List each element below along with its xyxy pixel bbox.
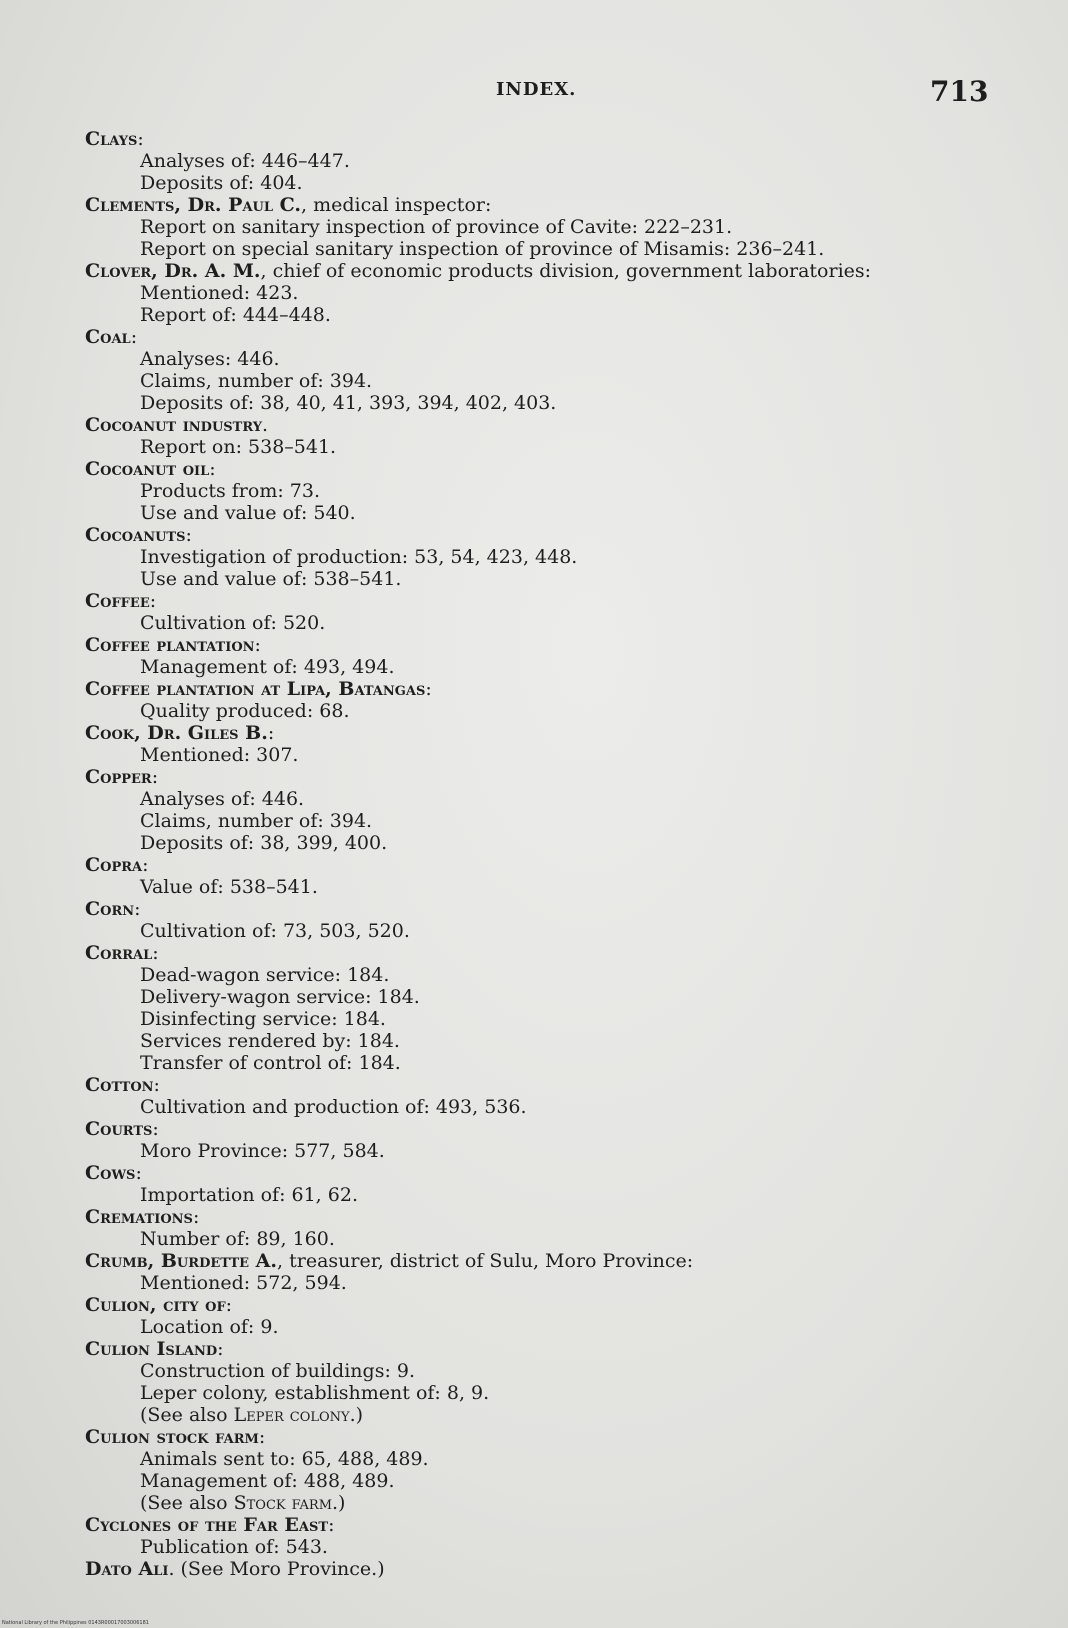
- index-term-description: , treasurer, district of Sulu, Moro Province:: [277, 1250, 694, 1272]
- index-entry-heading: [85, 524, 1005, 546]
- index-entry-heading: [85, 1162, 1005, 1184]
- index-term: Crumb, Burdette A.: [85, 1250, 278, 1272]
- index-entry-heading: [85, 458, 1005, 480]
- index-sub-entry: Analyses: 446.: [140, 348, 280, 370]
- index-term: Cotton: [85, 1074, 154, 1096]
- index-term-description: :: [209, 458, 216, 480]
- index-sub-entry: Products from: 73.: [140, 480, 320, 502]
- index-term-description: :: [217, 1338, 224, 1360]
- index-term: Cremations: [85, 1206, 193, 1228]
- see-also-prefix: (See also: [140, 1492, 234, 1514]
- index-term: Coffee plantation: [85, 634, 255, 656]
- index-entry-heading: [85, 1294, 1005, 1316]
- index-term: Copra: [85, 854, 143, 876]
- index-sub-entry: Transfer of control of: 184.: [140, 1052, 401, 1074]
- index-sub-entry: Deposits of: 38, 399, 400.: [140, 832, 388, 854]
- index-entry-heading: [85, 590, 1005, 612]
- index-sub-entry: Location of: 9.: [140, 1316, 279, 1338]
- index-entry-heading: [85, 678, 1005, 700]
- index-sub-entry: Construction of buildings: 9.: [140, 1360, 416, 1382]
- index-sub-entry: Importation of: 61, 62.: [140, 1184, 358, 1206]
- index-sub-entry: Use and value of: 540.: [140, 502, 356, 524]
- index-sub-entry: Mentioned: 307.: [140, 744, 299, 766]
- index-term-description: :: [152, 942, 159, 964]
- index-term: Cook, Dr. Giles B.: [85, 722, 268, 744]
- index-sub-entry: Delivery-wagon service: 184.: [140, 986, 420, 1008]
- index-sub-entry: Cultivation of: 520.: [140, 612, 326, 634]
- index-sub-entry: Moro Province: 577, 584.: [140, 1140, 385, 1162]
- index-term: Courts: [85, 1118, 153, 1140]
- index-entry-heading: [85, 898, 1005, 920]
- index-sub-entry: Animals sent to: 65, 488, 489.: [140, 1448, 429, 1470]
- index-sub-entry: Report on: 538–541.: [140, 436, 337, 458]
- index-term-description: :: [153, 1074, 160, 1096]
- index-sub-entry: Management of: 493, 494.: [140, 656, 395, 678]
- index-term-description: :: [225, 1294, 233, 1316]
- index-term: Culion stock farm: [85, 1426, 259, 1448]
- index-entry-heading: [85, 1338, 1005, 1360]
- index-entry-heading: [85, 854, 1005, 876]
- index-sub-entry: Leper colony, establishment of: 8, 9.: [140, 1382, 490, 1404]
- index-sub-entry: Investigation of production: 53, 54, 423, 448.: [140, 546, 578, 568]
- index-term-description: :: [149, 590, 157, 612]
- index-term: Copper: [85, 766, 152, 788]
- index-sub-entry: Deposits of: 38, 40, 41, 393, 394, 402, 403.: [140, 392, 557, 414]
- index-sub-entry: Cultivation and production of: 493, 536.: [140, 1096, 527, 1118]
- index-sub-entry: Publication of: 543.: [140, 1536, 328, 1558]
- index-sub-entry: Disinfecting service: 184.: [140, 1008, 386, 1030]
- index-entry-heading: [85, 1118, 1005, 1140]
- index-term: Cows: [85, 1162, 136, 1184]
- index-sub-entry: Cultivation of: 73, 503, 520.: [140, 920, 410, 942]
- index-sub-entry: Dead-wagon service: 184.: [140, 964, 390, 986]
- index-body: [85, 128, 1005, 1580]
- index-entry-heading: [85, 942, 1005, 964]
- index-entry-heading: [85, 1250, 1005, 1272]
- index-sub-entry: Number of: 89, 160.: [140, 1228, 335, 1250]
- index-term: Clays: [85, 128, 138, 150]
- index-sub-entry: Report on sanitary inspection of province of Cavite: 222–231.: [140, 216, 733, 238]
- index-entry-heading: [85, 414, 1005, 436]
- index-term-description: :: [130, 326, 138, 348]
- index-term: Culion, city of: [85, 1294, 226, 1316]
- index-sub-entry: Services rendered by: 184.: [140, 1030, 400, 1052]
- index-sub-entry: Mentioned: 572, 594.: [140, 1272, 347, 1294]
- see-also-ref: Leper colony: [233, 1404, 350, 1426]
- index-term-description: :: [134, 898, 141, 920]
- see-also-suffix: .): [349, 1404, 364, 1426]
- index-term: Coffee: [85, 590, 150, 612]
- index-sub-entry: Value of: 538–541.: [140, 876, 318, 898]
- index-term-description: :: [267, 722, 275, 744]
- index-term-description: , medical inspector:: [301, 194, 492, 216]
- index-sub-entry: Claims, number of: 394.: [140, 370, 373, 392]
- index-term-description: :: [151, 766, 159, 788]
- index-term-description: :: [192, 1206, 200, 1228]
- index-entry-heading: [85, 194, 1005, 216]
- index-term-description: :: [258, 1426, 266, 1448]
- index-term-description: :: [425, 678, 432, 700]
- footer-credit: National Library of the Philippines 0143R00017003006181: [2, 1620, 149, 1626]
- index-term-description: :: [328, 1514, 335, 1536]
- index-entry-heading: [85, 722, 1005, 744]
- index-term-description: :: [135, 1162, 142, 1184]
- index-sub-entry: Use and value of: 538–541.: [140, 568, 402, 590]
- see-also-reference: [85, 1492, 1005, 1514]
- index-sub-entry: Claims, number of: 394.: [140, 810, 373, 832]
- index-term-description: :: [254, 634, 261, 656]
- index-sub-entry: Mentioned: 423.: [140, 282, 299, 304]
- index-term: Cocoanut industry: [85, 414, 263, 436]
- index-entry-heading: [85, 1074, 1005, 1096]
- index-term: Corn: [85, 898, 135, 920]
- index-term-description: .: [262, 414, 269, 436]
- index-term: Clements, Dr. Paul C.: [85, 194, 302, 216]
- see-also-prefix: (See also: [140, 1404, 234, 1426]
- index-term-description: :: [142, 854, 149, 876]
- index-term-description: :: [152, 1118, 159, 1140]
- index-term-description: , chief of economic products division, government laboratories:: [260, 260, 872, 282]
- index-entry-heading: [85, 766, 1005, 788]
- index-term: Cocoanut oil: [85, 458, 210, 480]
- index-entry-heading: [85, 326, 1005, 348]
- index-term-description: :: [185, 524, 192, 546]
- see-also-reference: [85, 1404, 1005, 1426]
- running-head: INDEX.: [496, 79, 577, 100]
- index-term: Dato Ali: [85, 1558, 169, 1580]
- index-term-description: . (See Moro Province.): [168, 1558, 385, 1580]
- index-entry-heading: [85, 1426, 1005, 1448]
- index-entry-heading: [85, 1206, 1005, 1228]
- index-sub-entry: Report of: 444–448.: [140, 304, 331, 326]
- index-term: Cocoanuts: [85, 524, 186, 546]
- index-term: Coffee plantation at Lipa, Batangas: [85, 678, 426, 700]
- index-term: Cyclones of the Far East: [85, 1514, 329, 1536]
- index-term-description: :: [137, 128, 144, 150]
- index-sub-entry: Management of: 488, 489.: [140, 1470, 395, 1492]
- index-entry-heading: [85, 1514, 1005, 1536]
- index-sub-entry: Report on special sanitary inspection of province of Misamis: 236–241.: [140, 238, 825, 260]
- index-entry-heading: [85, 634, 1005, 656]
- index-sub-entry: Deposits of: 404.: [140, 172, 303, 194]
- index-sub-entry: Quality produced: 68.: [140, 700, 350, 722]
- index-term: Corral: [85, 942, 153, 964]
- index-term: Coal: [85, 326, 131, 348]
- index-term: Clover, Dr. A. M.: [85, 260, 261, 282]
- index-entry-heading: [85, 260, 1005, 282]
- index-entry-heading: [85, 128, 1005, 150]
- page-number: 713: [930, 75, 989, 108]
- see-also-ref: Stock farm: [233, 1492, 333, 1514]
- index-sub-entry: Analyses of: 446.: [140, 788, 305, 810]
- index-entry-heading: [85, 1558, 1005, 1580]
- see-also-suffix: .): [332, 1492, 346, 1514]
- index-term: Culion Island: [85, 1338, 218, 1360]
- index-sub-entry: Analyses of: 446–447.: [140, 150, 350, 172]
